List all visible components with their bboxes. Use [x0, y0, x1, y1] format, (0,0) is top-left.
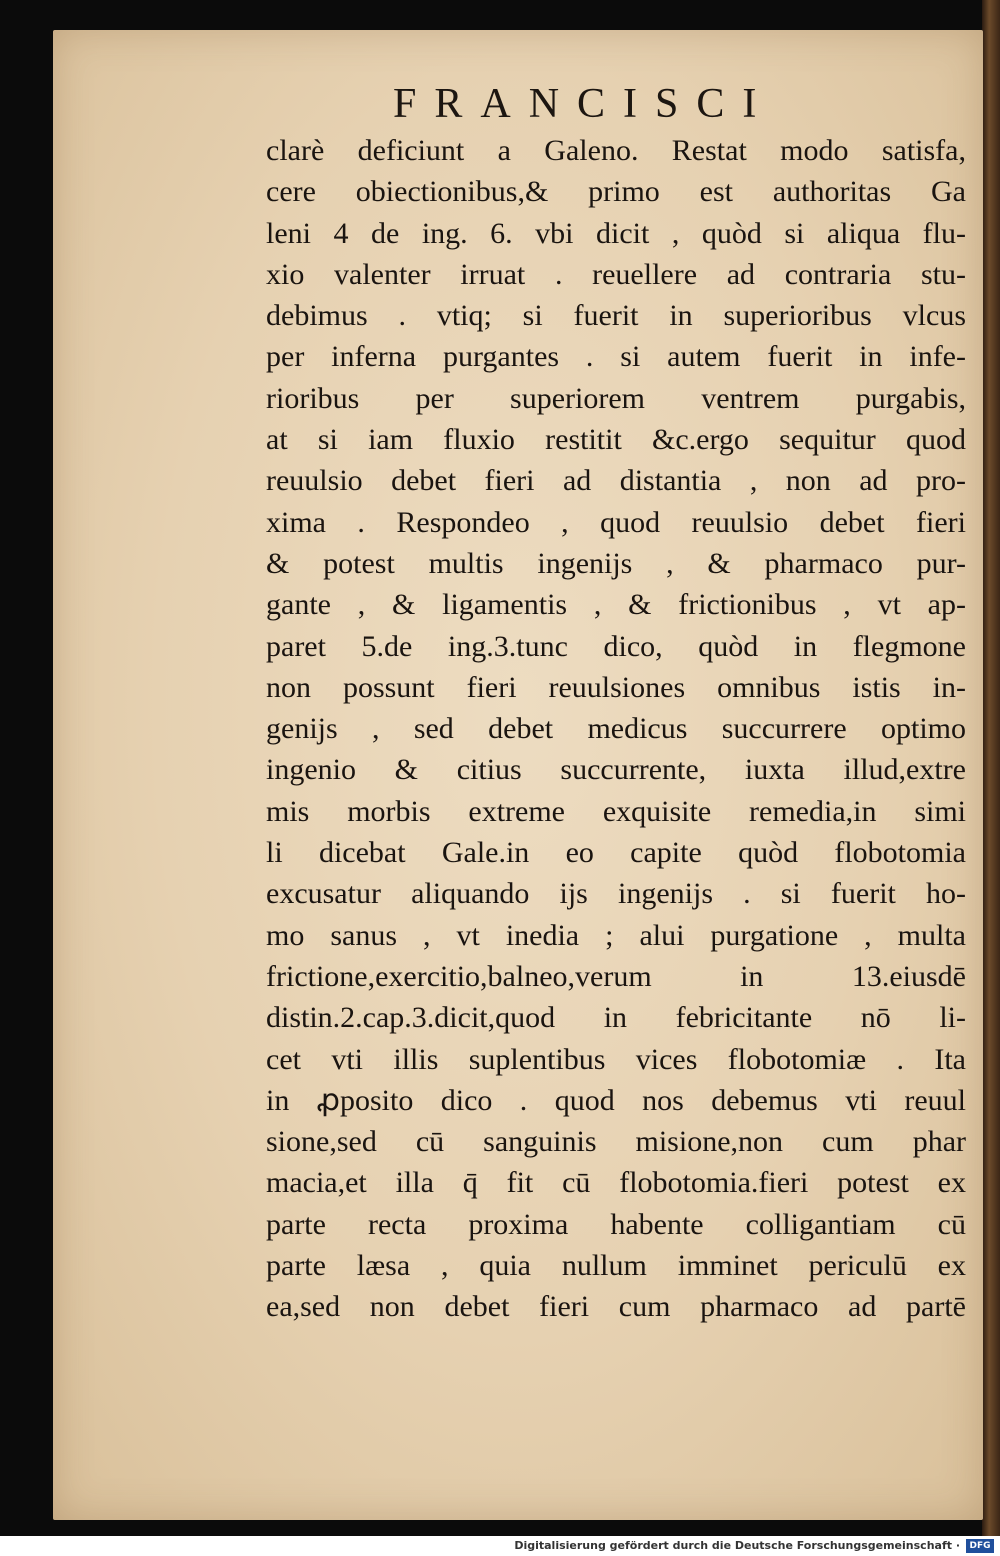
text-line: reuulsio debet fieri ad distantia , non ad pro- [266, 464, 966, 498]
text-line: non possunt fieri reuulsiones omnibus istis in- [266, 670, 966, 704]
text-line: excusatur aliquando ijs ingenijs . si fuerit ho- [266, 877, 966, 911]
book-page [53, 30, 983, 1520]
text-line: in ꝓposito dico . quod nos debemus vti reuul [266, 1083, 966, 1117]
text-line: clarè deficiunt a Galeno. Restat modo satisfa, [266, 134, 966, 167]
book-edge [982, 0, 1000, 1536]
text-line: xio valenter irruat . reuellere ad contraria stu- [266, 257, 966, 291]
text-line: cere obiectionibus,& primo est authoritas Ga [266, 175, 966, 209]
dfg-logo: DFG [966, 1539, 994, 1553]
text-line: at si iam fluxio restitit &c.ergo sequitur quod [266, 423, 966, 457]
text-line: macia,et illa q̄ fit cū flobotomia.fieri potest ex [266, 1166, 966, 1200]
text-line: per inferna purgantes . si autem fuerit in infe- [266, 340, 966, 374]
text-line: gante , & ligamentis , & frictionibus , vt ap- [266, 588, 966, 622]
text-line: xima . Respondeo , quod reuulsio debet fieri [266, 505, 966, 539]
text-line: cet vti illis suplentibus vices flobotomiæ . Ita [266, 1042, 966, 1076]
text-line: li dicebat Gale.in eo capite quòd flobotomia [266, 836, 966, 870]
text-line: distin.2.cap.3.dicit,quod in febricitante nō li- [266, 1001, 966, 1035]
text-line: mo sanus , vt inedia ; alui purgatione , multa [266, 918, 966, 952]
text-line: & potest multis ingenijs , & pharmaco pur- [266, 546, 966, 580]
text-line: parte recta proxima habente colligantiam cū [266, 1207, 966, 1241]
text-line: debimus . vtiq; si fuerit in superioribus vlcus [266, 299, 966, 333]
digitization-credit: Digitalisierung gefördert durch die Deutsche Forschungsgemeinschaft · [514, 1539, 960, 1552]
text-line: ingenio & citius succurrente, iuxta illud,extre [266, 753, 966, 787]
text-line: ea,sed non debet fieri cum pharmaco ad partē [266, 1290, 966, 1324]
text-line: rioribus per superiorem ventrem purgabis, [266, 381, 966, 415]
running-head: FRANCISCI [393, 81, 775, 127]
body-text [266, 130, 966, 1328]
text-line: frictione,exercitio,balneo,verum in 13.eiusdē [266, 959, 966, 993]
text-line: paret 5.de ing.3.tunc dico, quòd in flegmone [266, 629, 966, 663]
text-line: mis morbis extreme exquisite remedia,in simi [266, 794, 966, 828]
text-line: leni 4 de ing. 6. vbi dicit , quòd si aliqua flu- [266, 216, 966, 250]
text-line: genijs , sed debet medicus succurrere optimo [266, 712, 966, 746]
text-line: sione,sed cū sanguinis misione,non cum phar [266, 1125, 966, 1159]
text-line: parte læsa , quia nullum imminet periculū ex [266, 1249, 966, 1283]
